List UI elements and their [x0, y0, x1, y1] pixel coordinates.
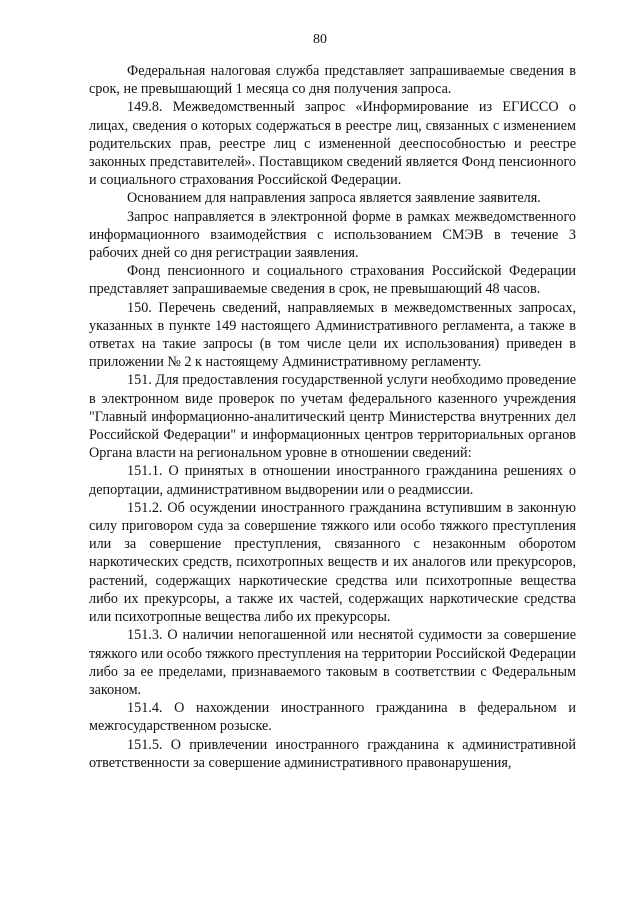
paragraph-149-8: 149.8. Межведомственный запрос «Информирование из ЕГИССО о лицах, сведения о которых содержаться в реестре лиц, связанных с изменением родительских прав, реестре лиц с измененной дееспособностью и реестре законных представителей». Поставщиком сведений является Фонд пенсионного и социального страхования Российской Федерации.: [89, 99, 576, 189]
paragraph-151-5: 151.5. О привлечении иностранного гражданина к административной ответственности за совершение административного правонарушения,: [89, 736, 576, 771]
paragraph-sfr-response-time: Фонд пенсионного и социального страхования Российской Федерации представляет запрашиваемые сведения в срок, не превышающий 48 часов.: [89, 263, 576, 298]
paragraph-151-1: 151.1. О принятых в отношении иностранного гражданина решениях о депортации, административном выдворении или о реадмиссии.: [89, 463, 576, 498]
paragraph-151-2: 151.2. Об осуждении иностранного гражданина вступившим в законную силу приговором суда за совершение тяжкого или особо тяжкого преступления или за совершение преступления, связанного с незаконным оборотом наркотических средств, психотропных веществ и их аналогов или прекурсоров, растений, содержащих наркотические средства или психотропные вещества либо их прекурсоры, а также их частей, содержащих наркотические средства или психотропные вещества либо их прекурсоры.: [89, 499, 576, 626]
paragraph-151-3: 151.3. О наличии непогашенной или неснятой судимости за совершение тяжкого или особо тяжкого преступления на территории Российской Федерации либо за ее пределами, признаваемого таковым в соответствии с Федеральным законом.: [89, 627, 576, 698]
paragraph-request-form: Запрос направляется в электронной форме в рамках межведомственного информационного взаимодействия с использованием СМЭВ в течение 3 рабочих дней со дня регистрации заявления.: [89, 208, 576, 262]
paragraph-150: 150. Перечень сведений, направляемых в межведомственных запросах, указанных в пункте 149 настоящего Административного регламента, а также в ответах на такие запросы (в том числе цели их использования) приведен в приложении № 2 к настоящему Административному регламенту.: [89, 299, 576, 371]
paragraph-request-basis: Основанием для направления запроса является заявление заявителя.: [127, 190, 541, 207]
paragraph-151: 151. Для предоставления государственной услуги необходимо проведение в электронном виде проверок по учетам федерального казенного учреждения "Главный информационно-аналитический центр Министерства внутренних дел Российской Федерации" и информационных центров территориальных органов Органа власти на региональном уровне в отношении сведений:: [89, 372, 576, 462]
paragraph-fns-response-time: Федеральная налоговая служба представляет запрашиваемые сведения в срок, не превышающий 1 месяца со дня получения запроса.: [89, 63, 576, 98]
page-number: 80: [313, 32, 327, 47]
document-body: [89, 62, 576, 772]
paragraph-151-4: 151.4. О нахождении иностранного гражданина в федеральном и межгосударственном розыске.: [89, 700, 576, 735]
